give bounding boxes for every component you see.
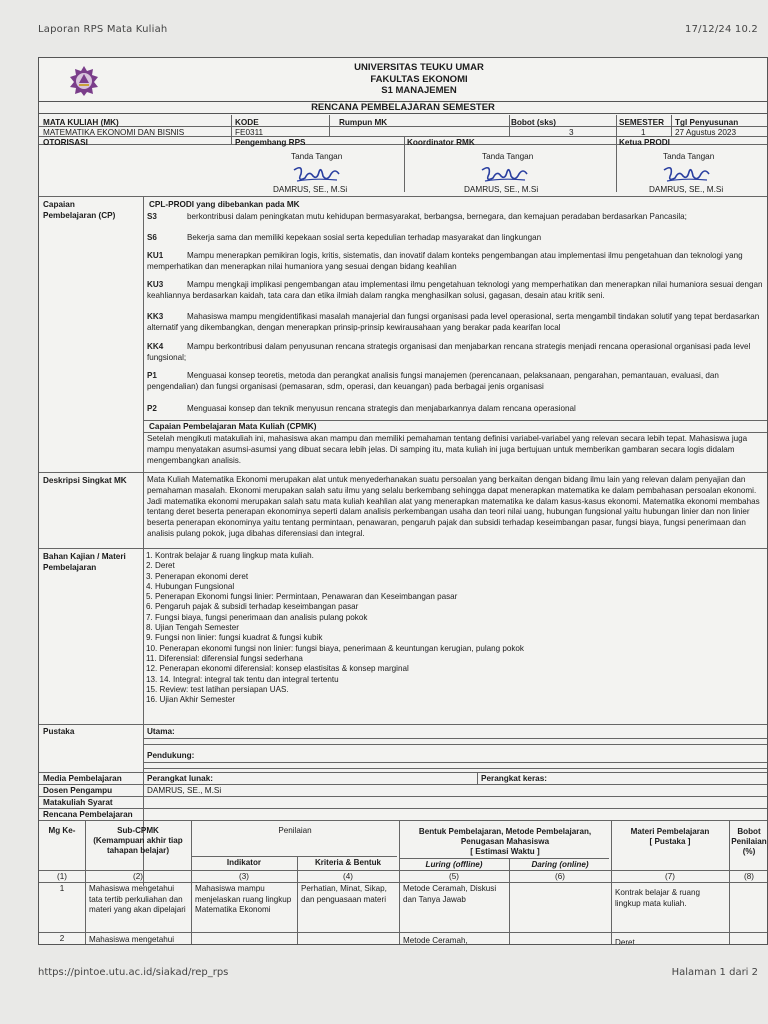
label-cp-1: Capaian (43, 200, 75, 209)
label-mata-kuliah: MATA KULIAH (MK) (43, 118, 119, 127)
indikator-cell: Mahasiswa mampu menjelaskan ruang lingkup Matematika Ekonomi (195, 884, 292, 914)
label-bahan-1: Bahan Kajian / Materi (43, 552, 126, 561)
label-rumpun: Rumpun MK (339, 118, 388, 127)
label-pendukung: Pendukung: (147, 751, 195, 760)
week-number: 1 (59, 884, 65, 893)
print-header (38, 24, 758, 38)
list-item: 15. Review: test latihan persiapan UAS. (146, 684, 289, 694)
label-kode: KODE (235, 118, 259, 127)
document-title: RENCANA PEMBELAJARAN SEMESTER (39, 102, 767, 114)
sign-label-2: Tanda Tangan (482, 152, 534, 161)
cpl-item: S6 Bekerja sama dan memiliki kepekaan sosial serta kepedulian terhadap masyarakat dan lingkungan (147, 233, 542, 242)
th-subcpmk: Sub-CPMK (Kemampuan akhir tiap tahapan belajar) (93, 826, 183, 855)
cpl-item: P2 Menguasai konsep dan teknik menyusun rencana strategis dan menjabarkannya dalam rencana operasional (147, 404, 576, 413)
th-daring: Daring (online) (531, 860, 589, 869)
col-number: (5) (449, 872, 459, 881)
signature-image-2 (479, 162, 531, 186)
label-perangkat-keras: Perangkat keras: (481, 774, 547, 783)
list-item: 1. Kontrak belajar & ruang lingkup mata kuliah. (146, 551, 314, 560)
col-number: (4) (343, 872, 353, 881)
cpl-item: S3 berkontribusi dalam peningkatan mutu kehidupan bermasyarakat, berbangsa, bernegara, dan kemajuan peradaban berdasarkan Pancasila; (147, 212, 687, 221)
print-footer (38, 967, 758, 981)
col-number: (3) (239, 872, 249, 881)
label-ketua-prodi: Ketua PRODI (619, 138, 670, 147)
deskripsi-text: Mata Kuliah Matematika Ekonomi merupakan alat untuk menyederhanakan suatu persoalan yang berkaitan dengan bidang ilmu lain yang relevan dalam penyajian dan pemahaman masalah. Ekonomi merupakan salah satu ilmu yang selalu berkembang sehingga dapat menerapkan matematika ke dalam pembahasan persoalan ekonomi. Jadi matematika ekonomi merupakan salah satu mata kuliah keahlian alat yang menerapkan matematika ke dalam kasus-kasus ekonomi. Matematika ekonomi membahas tentang deret beserta penerapan ekonominya seperti dalam analisis perkembangan usaha dan teori nilai uang, hubungan fungsional yaitu hubungan linier dan non linier beserta penerapan ekonominya yaitu tentang permintaan, penawaran, pengaruh pajak dan subsidi terhadap keseimbangan pasar, fungsi biaya, fungsi penerimaan dan analisis pulang pokok, juga dibahas diferensiasi dan integral. (147, 475, 760, 538)
label-media: Media Pembelajaran (43, 774, 122, 783)
list-item: 3. Penerapan ekonomi deret (146, 571, 249, 581)
label-pustaka: Pustaka (43, 727, 75, 736)
label-otorisasi: OTORISASI (43, 138, 88, 147)
list-item: 9. Fungsi non linier: fungsi kuadrat & fungsi kubik (146, 633, 323, 643)
materi-cell: Kontrak belajar & ruang lingkup mata kuliah. (615, 888, 701, 908)
list-item: 5. Penerapan Ekonomi fungsi linier: Permintaan, Penawaran dan Keseimbangan pasar (146, 592, 458, 602)
th-kriteria: Kriteria & Bentuk (314, 858, 382, 867)
university-logo-icon (68, 65, 100, 97)
cpmk-text: Setelah mengikuti matakuliah ini, mahasiswa akan mampu dan memiliki pemahaman tentang definisi variabel-variabel yang relevan secara lebih tepat. Mahasiswa juga mampu menyatakan asumsi-asumsi yang dibuat secara lebih jelas. Di samping itu, mata kuliah ini juga bertujuan untuk memberikan gambaran secara logis didalam mengembangkan analisis. (147, 434, 748, 465)
signer-name-2: DAMRUS, SE., M.Si (464, 185, 539, 194)
cpl-item: KK4 Mampu berkontribusi dalam penyusunan rencana strategis organisasi dan menjabarkan rencana strategis menjadi rencana operasional organisasi pada level fungsional; (147, 342, 751, 362)
label-utama: Utama: (147, 727, 175, 736)
th-mg: Mg Ke- (48, 826, 76, 835)
document-header (39, 58, 767, 102)
th-materi: Materi Pembelajaran [ Pustaka ] (630, 827, 710, 846)
signer-name-1: DAMRUS, SE., M.Si (273, 185, 348, 194)
course-code: FE0311 (235, 128, 264, 137)
list-item: 2. Deret (146, 561, 175, 571)
label-dosen: Dosen Pengampu (43, 786, 113, 795)
list-item: 7. Fungsi biaya, fungsi penerimaan dan analisis pulang pokok (146, 612, 368, 622)
subcpmk-cell: Mahasiswa mengetahui (89, 935, 175, 944)
bahan-kajian-list (146, 551, 524, 705)
print-footer-url: https://pintoe.utu.ac.id/siakad/rep_rps (38, 967, 229, 978)
list-item: 12. Penerapan ekonomi diferensial: konsep elastisitas & konsep marginal (146, 664, 409, 674)
label-tgl-penyusunan: Tgl Penyusunan (675, 118, 739, 127)
luring-cell: Metode Ceramah, Diskusi dan Tanya Jawab (403, 884, 497, 904)
institution-block (289, 62, 549, 97)
program-name: S1 MANAJEMEN (381, 85, 457, 96)
dosen-name: DAMRUS, SE., M.Si (147, 786, 222, 795)
cpl-item: P1 Menguasai konsep teoretis, metoda dan perangkat analisis fungsi manajemen (perencanaan, pelaksanaan, pengarahan, pemantauan, evaluasi, dan pengendalian) dan fungsi organisasi (pemasaran, sdm, operasi, dan keuangan) pada berbagai jenis organisasi (147, 371, 719, 391)
cpmk-title: Capaian Pembelajaran Mata Kuliah (CPMK) (149, 422, 317, 431)
course-semester: 1 (641, 128, 646, 137)
print-header-datetime: 17/12/24 10.2 (685, 24, 758, 35)
cpl-prodi-title: CPL-PRODI yang dibebankan pada MK (149, 200, 300, 209)
print-footer-page: Halaman 1 dari 2 (671, 967, 758, 978)
list-item: 16. Ujian Akhir Semester (146, 695, 236, 705)
print-header-title: Laporan RPS Mata Kuliah (38, 24, 168, 35)
signer-name-3: DAMRUS, SE., M.Si (649, 185, 724, 194)
course-sks: 3 (569, 128, 574, 137)
rps-document (38, 57, 768, 945)
faculty-name: FAKULTAS EKONOMI (370, 73, 468, 85)
university-name: UNIVERSITAS TEUKU UMAR (354, 62, 484, 73)
list-item: 13. 14. Integral: integral tak tentu dan integral tertentu (146, 674, 339, 684)
label-bahan-2: Pembelajaran (43, 563, 97, 572)
sign-label-1: Tanda Tangan (291, 152, 343, 161)
label-pengembang: Pengembang RPS (235, 138, 306, 147)
col-number: (7) (665, 872, 675, 881)
cpl-item: KK3 Mahasiswa mampu mengidentifikasi masalah manajerial dan fungsi organisasi pada level operasional, serta mengambil tindakan solutif yang tepat berdasarkan alternatif yang dikembangkan, dengan menerapkan prinsip-prinsip kewirausahaan yang berakar pada kearifan local (147, 312, 760, 332)
col-number: (2) (133, 872, 143, 881)
course-name: MATEMATIKA EKONOMI DAN BISNIS (43, 128, 185, 137)
label-semester: SEMESTER (619, 118, 665, 127)
signature-image-1 (291, 162, 343, 186)
sign-label-3: Tanda Tangan (663, 152, 715, 161)
luring-cell: Metode Ceramah, (403, 936, 468, 945)
th-indikator: Indikator (226, 858, 262, 867)
label-rencana: Rencana Pembelajaran (43, 810, 133, 819)
signature-image-3 (661, 162, 713, 186)
label-deskripsi: Deskripsi Singkat MK (43, 476, 127, 485)
week-number: 2 (59, 934, 65, 943)
cpl-item: KU3 Mampu mengkaji implikasi pengembangan atau implementasi ilmu pengetahuan teknologi yang memperhatikan dan menerapkan nilai humaniora sesuai dengan keahliannya berdasarkan kaidah, tata cara dan etika ilmiah dalam rangka menghasilkan solusi, gagasan, desain atau kritik seni. (147, 280, 763, 300)
label-koordinator: Koordinator RMK (407, 138, 475, 147)
kriteria-cell: Perhatian, Minat, Sikap, dan penguasaan materi (301, 884, 387, 904)
materi-cell: Deret (615, 938, 635, 945)
course-date: 27 Agustus 2023 (675, 128, 737, 137)
col-number: (8) (744, 872, 754, 881)
list-item: 8. Ujian Tengah Semester (146, 623, 239, 633)
col-number: (6) (555, 872, 565, 881)
label-bobot: Bobot (sks) (511, 118, 557, 127)
subcpmk-cell: Mahasiswa mengetahui tata tertib perkuliahan dan materi yang akan dipelajari (89, 884, 186, 914)
col-number: (1) (57, 872, 67, 881)
list-item: 11. Diferensial: diferensial fungsi sederhana (146, 653, 303, 663)
th-luring: Luring (offline) (425, 860, 483, 869)
list-item: 6. Pengaruh pajak & subsidi terhadap keseimbangan pasar (146, 602, 359, 612)
th-penilaian: Penilaian (278, 826, 312, 835)
list-item: 4. Hubungan Fungsional (146, 581, 235, 591)
label-matakuliah-syarat: Matakuliah Syarat (43, 798, 113, 807)
cpl-item: KU1 Mampu menerapkan pemikiran logis, kritis, sistematis, dan inovatif dalam konteks pengembangan atau implementasi ilmu pengetahuan dan teknologi yang memperhatikan dan menerapkan nilai humaniora yang sesuai dengan bidang keahlian (147, 251, 743, 271)
th-bentuk: Bentuk Pembelajaran, Metode Pembelajaran, Penugasan Mahasiswa [ Estimasi Waktu ] (418, 827, 592, 856)
label-perangkat-lunak: Perangkat lunak: (147, 774, 213, 783)
label-cp-2: Pembelajaran (CP) (43, 211, 116, 220)
list-item: 10. Penerapan ekonomi fungsi non linier: fungsi biaya, penerimaan & keuntungan kerugian, pulang pokok (146, 643, 524, 653)
th-bobot: Bobot Penilaian (%) (731, 827, 767, 856)
